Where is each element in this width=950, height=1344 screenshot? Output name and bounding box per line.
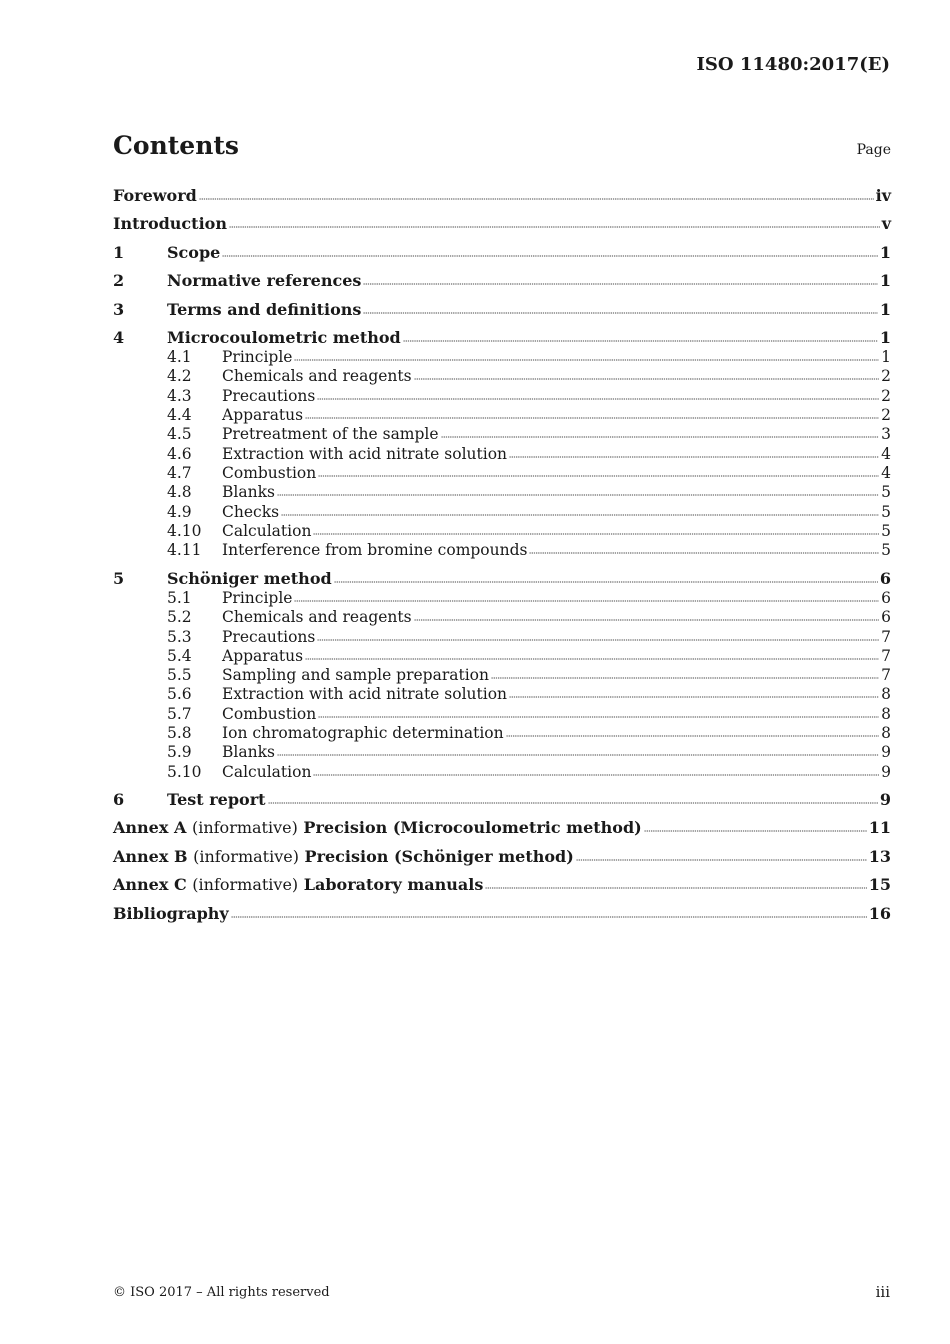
toc-entry[interactable] [113,386,891,406]
toc-entry[interactable] [113,569,891,589]
toc-entry[interactable] [113,742,891,762]
dot-leader [491,676,879,680]
toc-entry-page: iv [875,186,891,205]
toc-entry-page: 11 [868,818,891,837]
toc-entry[interactable] [113,214,891,234]
page-title: Contents [113,131,240,160]
toc-entry-title: Annex C (informative) Laboratory manuals [113,875,484,894]
dot-leader [231,915,867,919]
dot-leader [509,455,879,459]
dot-leader [576,858,867,862]
toc-entry[interactable] [113,271,891,291]
toc-entry-page: 1 [879,271,891,290]
toc-entry[interactable] [113,347,891,367]
toc-entry-number: 4.2 [167,367,192,385]
toc-entry-title: Normative references [167,271,362,290]
dot-leader [199,197,874,201]
toc-entry-title: Annex A (informative) Precision (Microcoulometric method) [113,818,642,837]
toc-entry-title: Principle [222,589,293,607]
annex-title: Precision (Schöniger method) [304,847,574,866]
toc-entry-page: 13 [868,847,891,866]
toc-entry[interactable] [113,607,891,627]
toc-entry[interactable] [113,627,891,647]
toc-entry[interactable] [113,540,891,560]
toc-entry-number: 5 [113,569,125,588]
toc-entry-title: Chemicals and reagents [222,608,412,626]
dot-leader [229,225,880,229]
dot-leader [294,599,879,603]
toc-entry-number: 5.8 [167,724,192,742]
toc-entry-number: 5.4 [167,647,192,665]
toc-entry-title: Terms and definitions [167,300,362,319]
toc-entry-page: 9 [879,790,891,809]
toc-entry-number: 4.8 [167,483,192,501]
toc-entry-number: 4.4 [167,406,192,424]
toc-entry-title: Principle [222,348,293,366]
toc-entry-title: Ion chromatographic determination [222,724,504,742]
toc-entry-page: 2 [881,406,891,424]
dot-leader [363,282,877,286]
dot-leader [318,715,879,719]
toc-entry-title: Combustion [222,464,317,482]
toc-entry-title: Precautions [222,387,316,405]
toc-entry[interactable] [113,463,891,483]
annex-title: Laboratory manuals [303,875,484,894]
toc-entry-number: 6 [113,790,125,809]
toc-entry-title: Extraction with acid nitrate solution [222,445,508,463]
toc-entry-title: Calculation [222,763,312,781]
toc-entry-number: 4.11 [167,541,202,559]
toc-entry-page: 7 [881,628,891,646]
toc-entry-page: 4 [881,464,891,482]
dot-leader [277,753,879,757]
dot-leader [485,886,866,890]
dot-leader [414,377,880,381]
toc-entry-number: 5.9 [167,743,192,761]
toc-entry[interactable] [113,405,891,425]
toc-entry-number: 4.3 [167,387,192,405]
toc-entry[interactable] [113,646,891,666]
toc-entry-number: 4.5 [167,425,192,443]
toc-entry-number: 1 [113,243,125,262]
toc-entry-number: 4.7 [167,464,192,482]
toc-entry-page: 8 [881,685,891,703]
dot-leader [414,618,880,622]
toc-entry-number: 5.7 [167,705,192,723]
toc-entry-page: 1 [879,328,891,347]
copyright-notice: © ISO 2017 – All rights reserved [113,1285,330,1300]
dot-leader [506,734,880,738]
page-column-label: Page [856,142,891,158]
toc-entry-page: 1 [879,243,891,262]
dot-leader [317,638,879,642]
toc-entry-page: 7 [881,647,891,665]
toc-entry[interactable] [113,482,891,502]
toc-entry-number: 4.1 [167,348,192,366]
toc-entry-page: 2 [881,367,891,385]
toc-entry-title: Scope [167,243,221,262]
toc-entry-number: 5.2 [167,608,192,626]
dot-leader [441,435,880,439]
annex-type-label: (informative) [191,818,298,837]
toc-entry-number: 4 [113,328,125,347]
toc-entry[interactable] [113,665,891,685]
toc-entry[interactable] [113,723,891,743]
toc-entry[interactable] [113,328,891,348]
toc-entry-page: 5 [881,522,891,540]
toc-entry[interactable] [113,424,891,444]
toc-entry-page: 6 [879,569,891,588]
toc-entry[interactable] [113,790,891,810]
toc-entry-page: 16 [868,904,891,923]
toc-entry-page: 6 [881,608,891,626]
toc-entry-page: 2 [881,387,891,405]
annex-type-label: (informative) [192,875,299,894]
toc-entry-page: 8 [881,724,891,742]
toc-entry-number: 4.9 [167,503,192,521]
toc-entry-title: Pretreatment of the sample [222,425,439,443]
toc-entry-title: Extraction with acid nitrate solution [222,685,508,703]
dot-leader [277,493,879,497]
toc-entry[interactable] [113,186,891,206]
toc-entry-page: v [881,214,891,233]
toc-entry-page: 15 [868,875,891,894]
dot-leader [222,254,878,258]
dot-leader [305,416,879,420]
dot-leader [363,311,877,315]
dot-leader [317,397,879,401]
toc-entry-title: Foreword [113,186,197,205]
dot-leader [403,339,878,343]
dot-leader [644,829,867,833]
toc-entry-title: Blanks [222,483,275,501]
toc-entry-title: Chemicals and reagents [222,367,412,385]
annex-title: Precision (Microcoulometric method) [303,818,642,837]
toc-entry-page: 7 [881,666,891,684]
toc-entry-page: 1 [881,348,891,366]
toc-entry-title: Microcoulometric method [167,328,401,347]
dot-leader [313,532,879,536]
toc-entry-page: 5 [881,503,891,521]
toc-entry[interactable] [113,904,891,924]
toc-entry-number: 3 [113,300,125,319]
toc-entry-number: 4.6 [167,445,192,463]
toc-entry[interactable] [113,243,891,263]
toc-entry-page: 9 [881,763,891,781]
toc-entry[interactable] [113,300,891,320]
dot-leader [529,551,879,555]
toc-entry-number: 2 [113,271,125,290]
toc-entry-number: 5.1 [167,589,192,607]
annex-type-label: (informative) [193,847,299,866]
toc-entry-title: Sampling and sample preparation [222,666,489,684]
toc-entry[interactable] [113,444,891,464]
document-id: ISO 11480:2017(E) [696,54,890,75]
toc-entry-title: Checks [222,503,280,521]
toc-entry-number: 4.10 [167,522,202,540]
dot-leader [268,801,878,805]
toc-entry-number: 5.5 [167,666,192,684]
toc-entry[interactable] [113,366,891,386]
toc-entry-page: 8 [881,705,891,723]
toc-entry-title: Blanks [222,743,275,761]
toc-entry[interactable] [113,502,891,522]
dot-leader [294,358,879,362]
toc-entry[interactable] [113,521,891,541]
toc-entry-page: 3 [881,425,891,443]
toc-entry-title: Apparatus [222,406,304,424]
toc-entry[interactable] [113,704,891,724]
page-number: iii [875,1283,890,1301]
toc-entry[interactable] [113,762,891,782]
toc-entry[interactable] [113,818,891,838]
toc-entry-page: 9 [881,743,891,761]
toc-entry-title: Apparatus [222,647,304,665]
toc-entry-number: 5.3 [167,628,192,646]
toc-entry-page: 4 [881,445,891,463]
toc-entry-title: Bibliography [113,904,229,923]
toc-entry-number: 5.10 [167,763,202,781]
toc-entry-page: 5 [881,483,891,501]
dot-leader [305,657,879,661]
toc-entry-title: Annex B (informative) Precision (Schöniger method) [113,847,574,866]
toc-entry-title: Interference from bromine compounds [222,541,528,559]
dot-leader [509,695,879,699]
dot-leader [281,513,879,517]
toc-entry[interactable] [113,684,891,704]
toc-entry-page: 1 [879,300,891,319]
toc-entry-title: Precautions [222,628,316,646]
toc-entry-page: 6 [881,589,891,607]
toc-entry[interactable] [113,875,891,895]
dot-leader [313,773,879,777]
toc-entry-number: 5.6 [167,685,192,703]
dot-leader [318,474,879,478]
toc-entry[interactable] [113,847,891,867]
toc-entry-title: Test report [167,790,266,809]
toc-entry-page: 5 [881,541,891,559]
toc-entry-title: Schöniger method [167,569,332,588]
toc-entry[interactable] [113,588,891,608]
toc-entry-title: Calculation [222,522,312,540]
toc-entry-title: Combustion [222,705,317,723]
toc-entry-title: Introduction [113,214,227,233]
dot-leader [334,580,878,584]
